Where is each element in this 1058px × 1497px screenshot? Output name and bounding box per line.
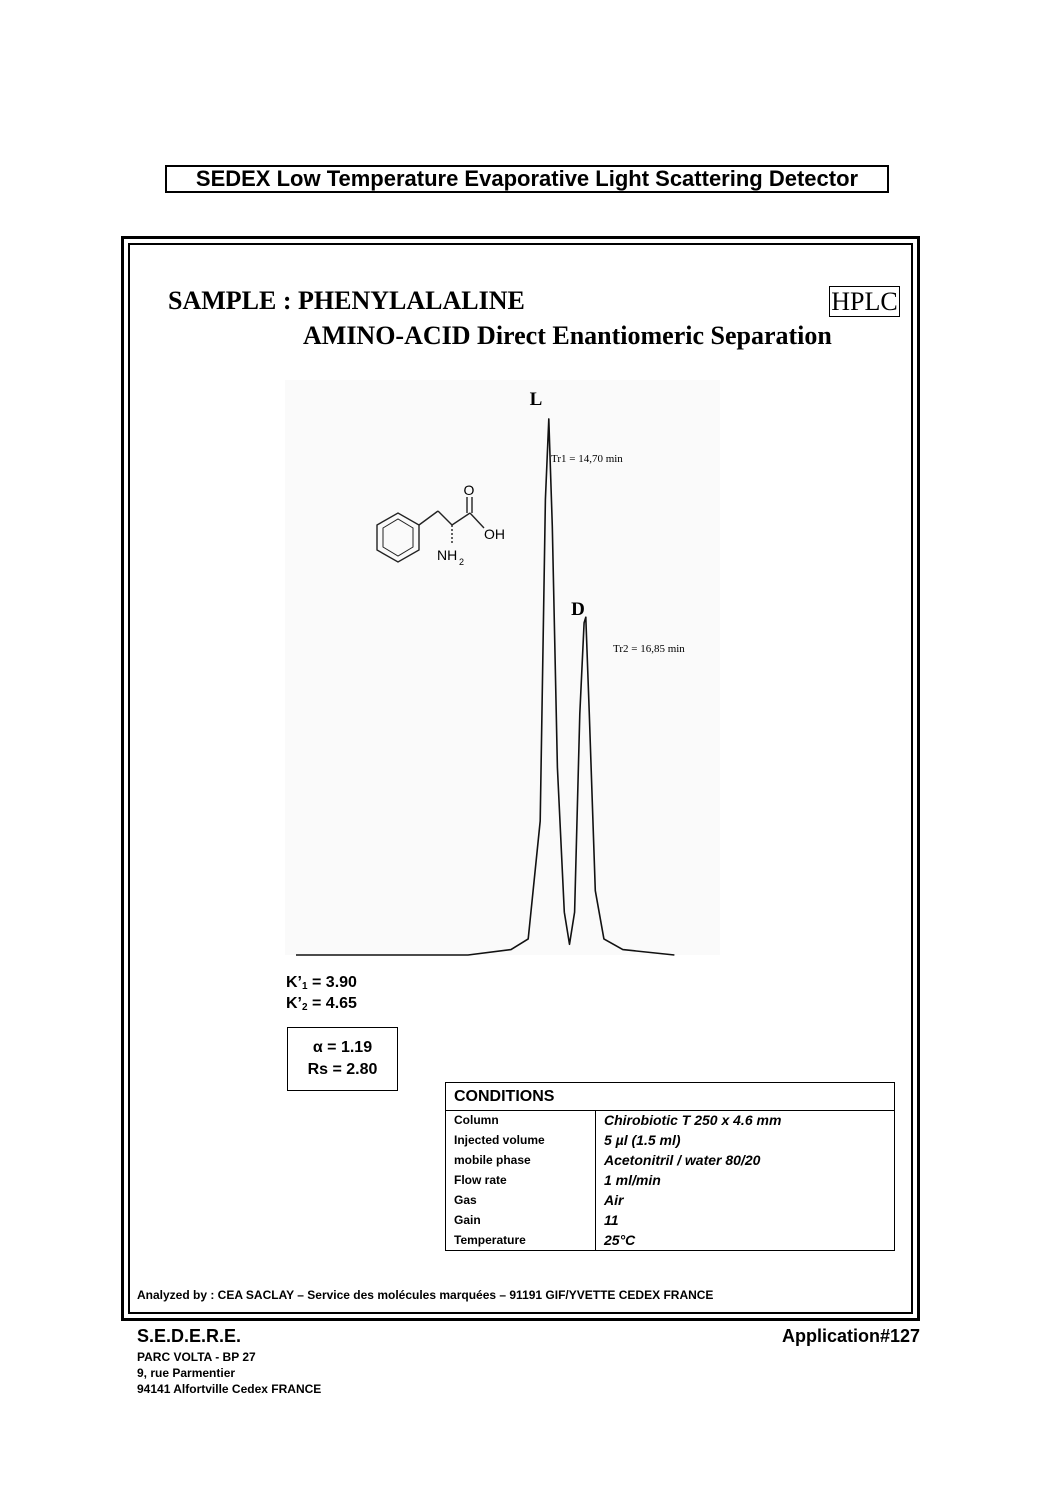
table-row (446, 1112, 894, 1132)
amine-label: NH (437, 547, 458, 563)
condition-key: Injected volume (454, 1133, 545, 1147)
table-row (446, 1212, 894, 1232)
chromatogram-chart (280, 380, 720, 980)
table-row (446, 1172, 894, 1192)
condition-key: Column (454, 1113, 499, 1127)
k1-line (286, 974, 357, 992)
conditions-table (445, 1082, 895, 1251)
condition-key: Gas (454, 1193, 477, 1207)
condition-value: 1 ml/min (604, 1172, 661, 1188)
analyzed-by-credit: Analyzed by : CEA SACLAY – Service des molécules marquées – 91191 GIF/YVETTE CEDEX FRANCE (137, 1288, 714, 1302)
table-row (446, 1192, 894, 1212)
k1-value: = 3.90 (312, 974, 357, 991)
address-line: PARC VOLTA - BP 27 (137, 1350, 256, 1364)
selectivity-box (287, 1027, 398, 1091)
retention-time-2: Tr2 = 16,85 min (613, 643, 685, 655)
table-row (446, 1132, 894, 1152)
condition-key: Flow rate (454, 1173, 507, 1187)
retention-time-1: Tr1 = 14,70 min (551, 453, 623, 465)
technique-badge: HPLC (829, 286, 900, 317)
sample-title: SAMPLE : PHENYLALALINE (168, 286, 525, 315)
alpha-symbol: α (312, 1039, 323, 1056)
resolution-line: Rs = 2.80 (307, 1061, 378, 1078)
document-title: SEDEX Low Temperature Evaporative Light Scattering Detector (165, 165, 889, 193)
k2-line (286, 995, 357, 1013)
sample-subtitle: AMINO-ACID Direct Enantiomeric Separation (303, 321, 832, 350)
k2-label: K’ (286, 995, 302, 1012)
amine-subscript: 2 (459, 557, 465, 567)
alpha-line (288, 1037, 397, 1059)
alpha-value: = 1.19 (327, 1039, 373, 1056)
address-line: 94141 Alfortville Cedex FRANCE (137, 1382, 322, 1396)
condition-value: 11 (604, 1212, 619, 1228)
condition-value: 5 µl (1.5 ml) (604, 1132, 681, 1148)
oxygen-label: O (463, 482, 475, 498)
application-number: Application#127 (781, 1326, 920, 1346)
condition-value: 25°C (604, 1232, 636, 1248)
chart-backdrop (285, 380, 720, 955)
k1-subscript: 1 (302, 981, 308, 992)
condition-key: Gain (454, 1213, 481, 1227)
peak-apex-l (548, 418, 550, 420)
hydroxyl-label: OH (484, 526, 505, 542)
k2-value: = 4.65 (312, 995, 357, 1012)
condition-value: Acetonitril / water 80/20 (604, 1152, 761, 1168)
condition-value: Air (604, 1192, 624, 1208)
peak-label-d: D (571, 599, 585, 620)
conditions-heading: CONDITIONS (446, 1083, 894, 1111)
company-name: S.E.D.E.R.E. (137, 1326, 242, 1346)
peak-apex-d (585, 617, 587, 619)
condition-value: Chirobiotic T 250 x 4.6 mm (604, 1112, 782, 1128)
k1-label: K’ (286, 974, 302, 991)
condition-key: mobile phase (454, 1153, 531, 1167)
peak-label-l: L (529, 389, 543, 410)
condition-key: Temperature (454, 1233, 526, 1247)
table-row (446, 1232, 894, 1252)
address-line: 9, rue Parmentier (137, 1366, 236, 1380)
table-row (446, 1152, 894, 1172)
k2-subscript: 2 (302, 1002, 308, 1013)
